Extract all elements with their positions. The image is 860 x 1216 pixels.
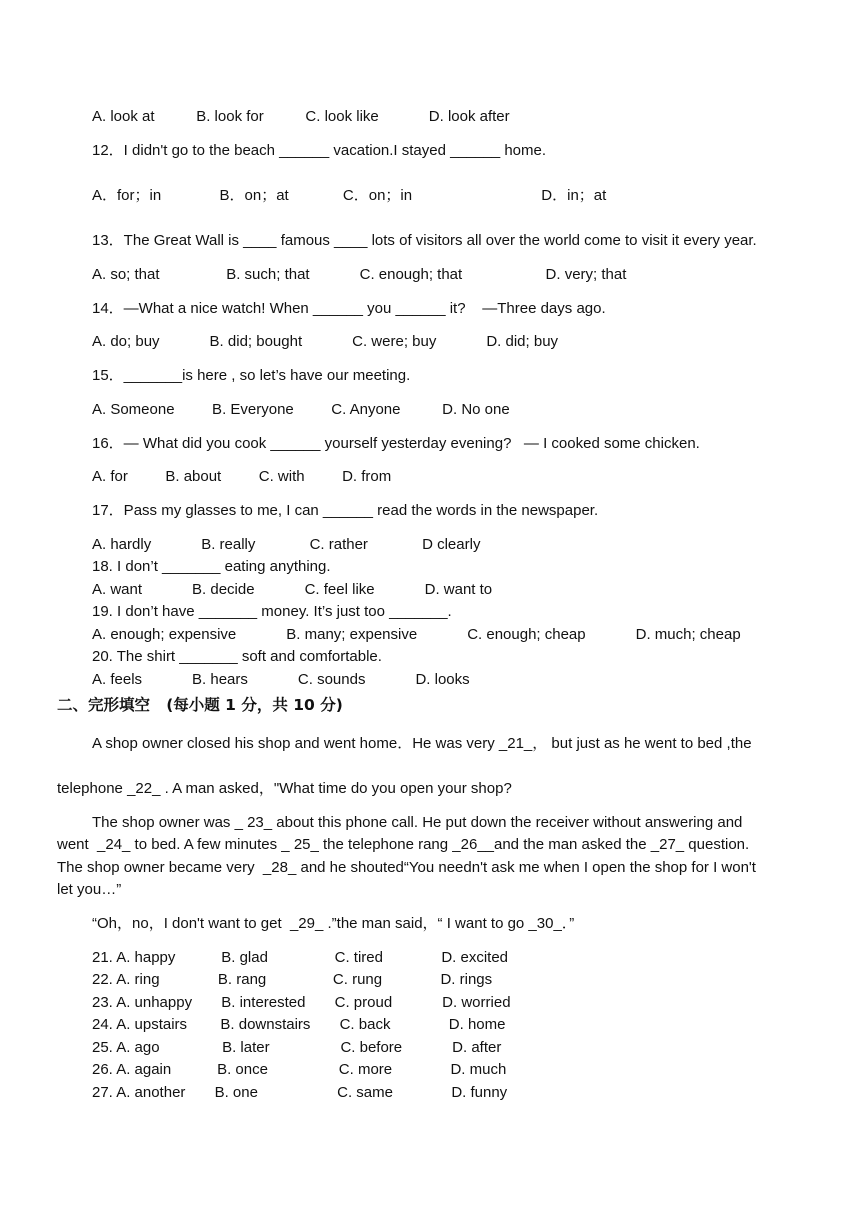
option-24: 24. A. upstairs B. downstairs C. back D. home <box>92 1016 506 1033</box>
passage-line-6: let you…” <box>57 881 122 898</box>
question-13: 13．The Great Wall is ____ famous ____ lots of visitors all over the world come to visit it every year. <box>92 232 757 249</box>
q18-options: A. want B. decide C. feel like D. want to <box>92 581 493 598</box>
question-17: 17．Pass my glasses to me, I can ______ read the words in the newspaper. <box>92 502 599 519</box>
q19-options: A. enough; expensive B. many; expensive C. enough; cheap D. much; cheap <box>92 626 741 643</box>
option-21: 21. A. happy B. glad C. tired D. excited <box>92 949 509 966</box>
question-18: 18. I don’t _______ eating anything. <box>92 558 331 575</box>
passage-line-4: went _24_ to bed. A few minutes _ 25_ the telephone rang _26__and the man asked the _27_ question. <box>57 836 750 853</box>
option-27: 27. A. another B. one C. same D. funny <box>92 1084 508 1101</box>
q11-options: A. look at B. look for C. look like D. look after <box>92 108 510 125</box>
passage-line-7: “Oh，no，I don't want to get _29_ .”the man said，“ I want to go _30_．” <box>92 915 575 932</box>
question-14: 14．—What a nice watch! When ______ you ______ it? —Three days ago. <box>92 300 606 317</box>
q16-options: A. for B. about C. with D. from <box>92 468 392 485</box>
option-25: 25. A. ago B. later C. before D. after <box>92 1039 502 1056</box>
option-23: 23. A. unhappy B. interested C. proud D. worried <box>92 994 511 1011</box>
question-16: 16．— What did you cook ______ yourself yesterday evening? — I cooked some chicken. <box>92 435 700 452</box>
q13-options: A. so; that B. such; that C. enough; that D. very; that <box>92 266 627 283</box>
option-22: 22. A. ring B. rang C. rung D. rings <box>92 971 493 988</box>
passage-line-2: telephone _22_ . A man asked，"What time do you open your shop? <box>57 780 512 797</box>
question-20: 20. The shirt _______ soft and comfortable. <box>92 648 382 665</box>
q12-options: A．for；in B．on；at C．on；in D．in；at <box>92 187 607 204</box>
q15-options: A. Someone B. Everyone C. Anyone D. No one <box>92 401 510 418</box>
q20-options: A. feels B. hears C. sounds D. looks <box>92 671 470 688</box>
q14-options: A. do; buy B. did; bought C. were; buy D. did; buy <box>92 333 559 350</box>
section-heading: 二、完形填空 (每小题 1 分，共 10 分) <box>57 696 343 714</box>
question-12: 12．I didn't go to the beach ______ vacation.I stayed ______ home. <box>92 142 547 159</box>
passage-line-3: The shop owner was _ 23_ about this phone call. He put down the receiver without answering and <box>92 814 743 831</box>
q17-options: A. hardly B. really C. rather D clearly <box>92 536 481 553</box>
option-26: 26. A. again B. once C. more D. much <box>92 1061 507 1078</box>
question-19: 19. I don’t have _______ money. It’s just too _______. <box>92 603 452 620</box>
question-15: 15．_______is here , so let’s have our meeting. <box>92 367 411 384</box>
passage-line-5: The shop owner became very _28_ and he shouted“You needn't ask me when I open the shop for I won't <box>57 859 756 876</box>
passage-line-1: A shop owner closed his shop and went home．He was very _21_， but just as he went to bed ,the <box>92 735 752 752</box>
